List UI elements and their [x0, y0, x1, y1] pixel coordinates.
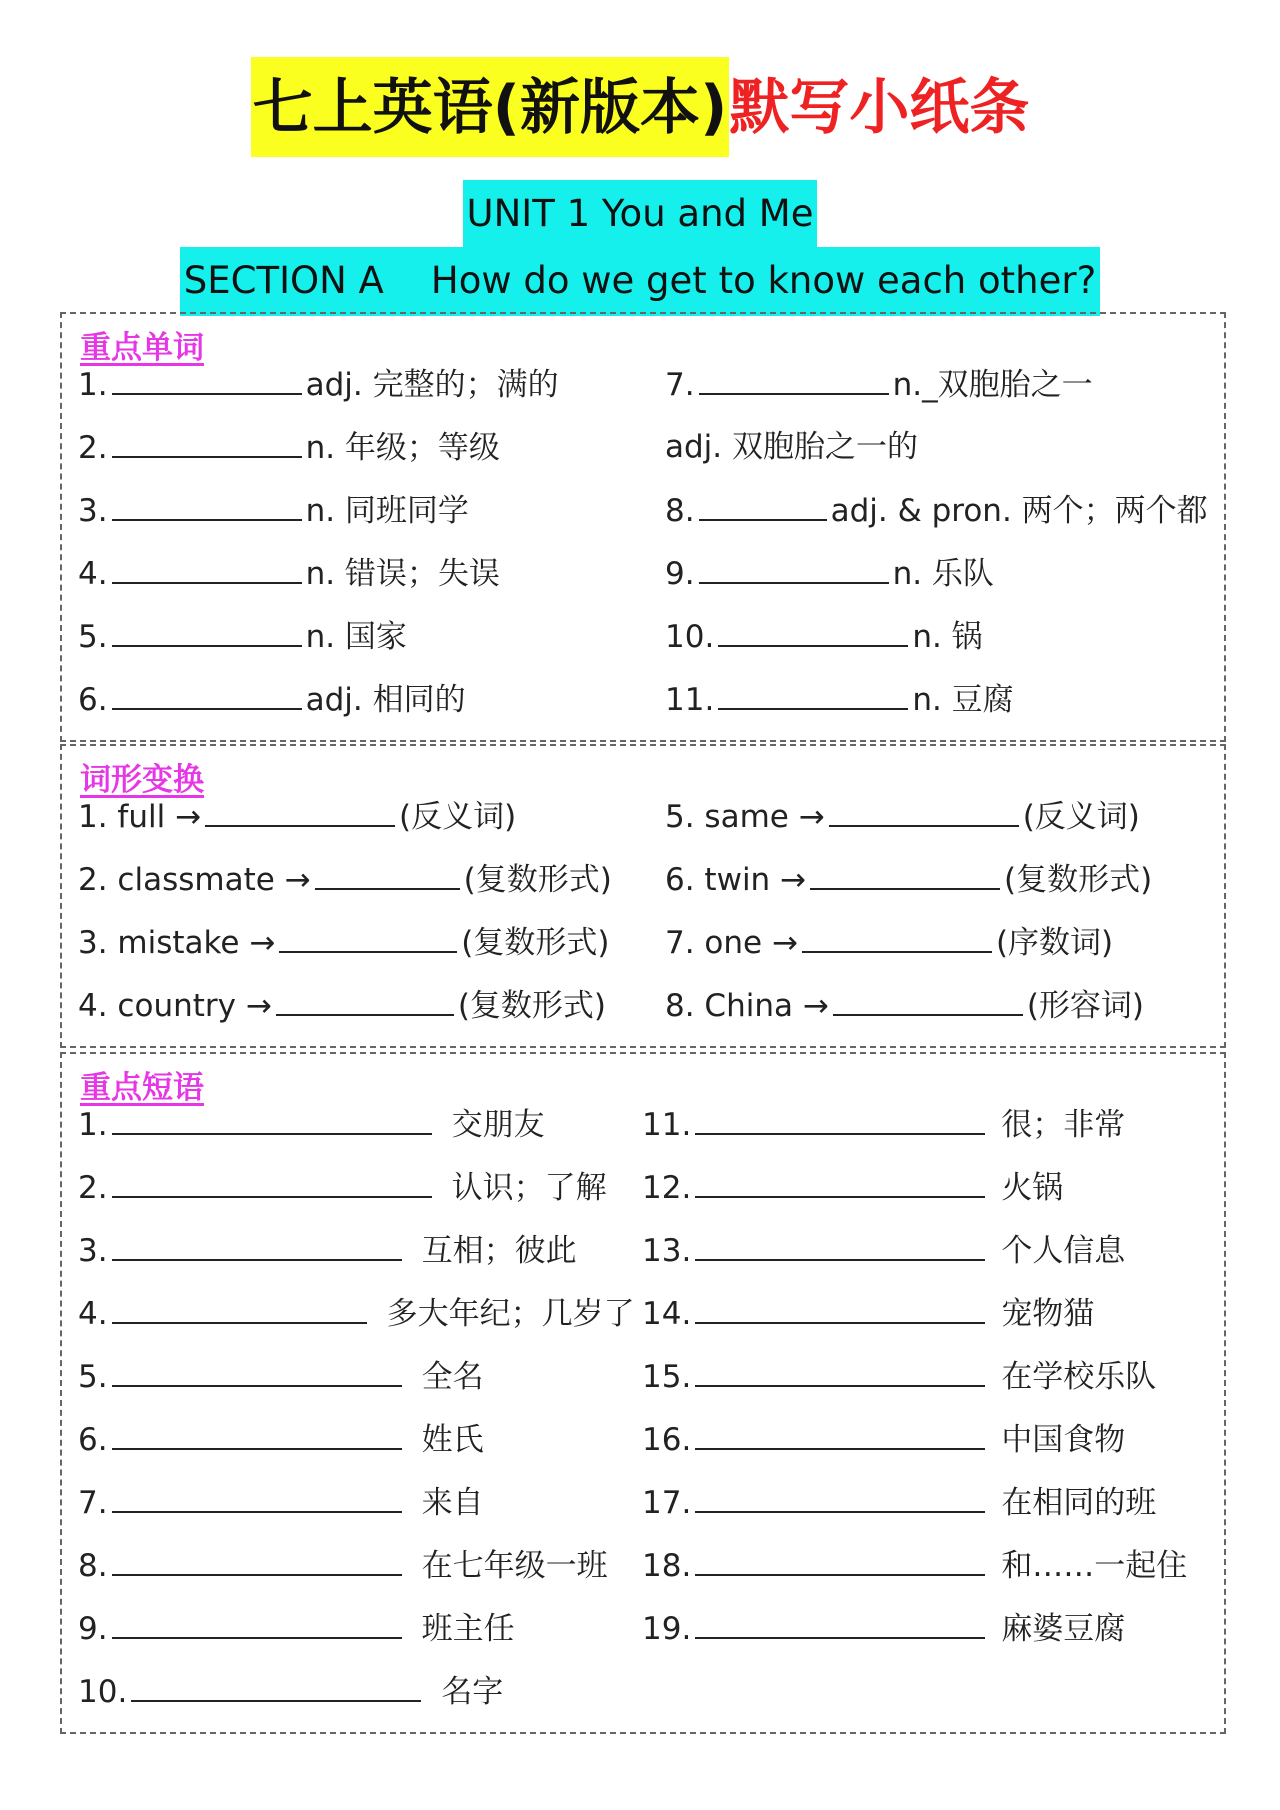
answer-blank[interactable]	[695, 1109, 985, 1135]
answer-blank[interactable]	[695, 1424, 985, 1450]
item-definition: 互相；彼此	[421, 1233, 577, 1269]
item-definition: 名字	[441, 1674, 504, 1710]
answer-blank[interactable]	[833, 990, 1023, 1016]
exercise-line	[642, 1487, 1156, 1519]
section-title	[0, 259, 1280, 302]
item-number: 17.	[642, 1485, 692, 1521]
answer-blank[interactable]	[802, 927, 992, 953]
exercise-line	[665, 495, 1208, 527]
item-definition: 班主任	[421, 1611, 515, 1647]
item-number: 5.	[78, 619, 108, 655]
exercise-line	[78, 1109, 545, 1141]
item-definition: 火锅	[1001, 1170, 1064, 1206]
item-number: 7.	[665, 367, 695, 403]
exercise-line	[665, 369, 1093, 401]
answer-blank[interactable]	[315, 864, 460, 890]
answer-blank[interactable]	[699, 558, 889, 584]
exercise-line	[78, 369, 559, 401]
item-number: 14.	[642, 1296, 692, 1332]
item-definition: 和……一起住	[1001, 1548, 1188, 1584]
exercise-line	[78, 1235, 577, 1267]
answer-blank[interactable]	[695, 1550, 985, 1576]
form-hint: (复数形式)	[1004, 862, 1153, 898]
source-word: 2. classmate →	[78, 862, 311, 898]
exercise-line	[78, 621, 407, 653]
item-number: 19.	[642, 1611, 692, 1647]
answer-blank[interactable]	[112, 1235, 402, 1261]
answer-blank[interactable]	[112, 1550, 402, 1576]
item-definition: 麻婆豆腐	[1001, 1611, 1126, 1647]
item-number: 11.	[665, 682, 715, 718]
answer-blank[interactable]	[112, 369, 302, 395]
answer-blank[interactable]	[718, 621, 908, 647]
form-hint: (复数形式)	[463, 862, 612, 898]
source-word: 3. mistake →	[78, 925, 276, 961]
exercise-line	[78, 495, 469, 527]
title-main: 七上英语(新版本)	[251, 57, 730, 157]
answer-blank[interactable]	[112, 432, 302, 458]
item-definition: 个人信息	[1001, 1233, 1126, 1269]
exercise-line	[78, 1361, 484, 1393]
form-hint: (反义词)	[399, 799, 517, 835]
answer-blank[interactable]	[112, 1109, 432, 1135]
item-definition: n. 年级；等级	[305, 430, 500, 466]
item-definition: adj. & pron. 两个；两个都	[830, 493, 1208, 529]
item-definition: 交朋友	[451, 1107, 545, 1143]
exercise-line	[665, 684, 1014, 716]
answer-blank[interactable]	[205, 801, 395, 827]
item-number: 3.	[78, 493, 108, 529]
item-number: 4.	[78, 1296, 108, 1332]
form-hint: (复数形式)	[461, 925, 610, 961]
exercise-line	[665, 864, 1152, 896]
answer-blank[interactable]	[699, 495, 827, 521]
exercise-line	[665, 558, 994, 590]
answer-blank[interactable]	[112, 495, 302, 521]
exercise-line	[78, 432, 500, 464]
item-number: 11.	[642, 1107, 692, 1143]
answer-blank[interactable]	[699, 369, 889, 395]
source-word: 6. twin →	[665, 862, 807, 898]
answer-blank[interactable]	[718, 684, 908, 710]
answer-blank[interactable]	[276, 990, 454, 1016]
item-definition: n. 豆腐	[912, 682, 1014, 718]
source-word: 4. country →	[78, 988, 272, 1024]
answer-blank[interactable]	[829, 801, 1019, 827]
form-hint: (复数形式)	[457, 988, 607, 1024]
item-definition: 姓氏	[421, 1422, 484, 1458]
answer-blank[interactable]	[112, 1613, 402, 1639]
exercise-line	[78, 1487, 484, 1519]
phrases-box	[60, 1052, 1226, 1734]
item-number: 9.	[78, 1611, 108, 1647]
answer-blank[interactable]	[695, 1298, 985, 1324]
item-definition: n. 乐队	[892, 556, 994, 592]
section-label: SECTION A How do we get to know each other?	[180, 247, 1100, 316]
answer-blank[interactable]	[695, 1361, 985, 1387]
source-word: 1. full →	[78, 799, 202, 835]
item-number: 2.	[78, 430, 108, 466]
item-definition: 在相同的班	[1001, 1485, 1157, 1521]
item-number: 15.	[642, 1359, 692, 1395]
answer-blank[interactable]	[112, 1298, 367, 1324]
exercise-line	[78, 801, 516, 833]
item-number: 6.	[78, 682, 108, 718]
exercise-line	[665, 927, 1113, 959]
exercise-line	[642, 1298, 1094, 1330]
form-hint: (序数词)	[995, 925, 1114, 961]
exercise-line	[78, 1550, 608, 1582]
item-definition: 全名	[421, 1359, 484, 1395]
exercise-line	[78, 1613, 515, 1645]
answer-blank[interactable]	[112, 621, 302, 647]
item-number: 4.	[78, 556, 108, 592]
form-hint: (反义词)	[1022, 799, 1140, 835]
item-definition: 宠物猫	[1001, 1296, 1095, 1332]
exercise-line	[642, 1109, 1125, 1141]
item-number: 1.	[78, 367, 108, 403]
item-number: 8.	[665, 493, 695, 529]
page-title	[0, 73, 1280, 143]
item-definition: 来自	[421, 1485, 484, 1521]
exercise-line	[78, 684, 466, 716]
source-word: 8. China →	[665, 988, 829, 1024]
answer-blank[interactable]	[695, 1235, 985, 1261]
exercise-line	[78, 558, 500, 590]
item-number: 9.	[665, 556, 695, 592]
item-number: 12.	[642, 1170, 692, 1206]
title-accent: 默写小纸条	[729, 73, 1030, 143]
answer-blank[interactable]	[112, 1361, 402, 1387]
answer-blank[interactable]	[279, 927, 457, 953]
answer-blank[interactable]	[112, 684, 302, 710]
form-hint: (形容词)	[1026, 988, 1145, 1024]
exercise-line	[78, 927, 610, 959]
exercise-line	[78, 990, 606, 1022]
item-definition: 中国食物	[1001, 1422, 1126, 1458]
item-number: 18.	[642, 1548, 692, 1584]
answer-blank[interactable]	[112, 1424, 402, 1450]
answer-blank[interactable]	[112, 1487, 402, 1513]
vocab-box	[60, 312, 1226, 742]
item-number: 8.	[78, 1548, 108, 1584]
item-definition: 在七年级一班	[421, 1548, 608, 1584]
item-number: 7.	[78, 1485, 108, 1521]
item-number: 6.	[78, 1422, 108, 1458]
item-definition: n. 同班同学	[305, 493, 469, 529]
item-number: 16.	[642, 1422, 692, 1458]
item-number: 2.	[78, 1170, 108, 1206]
exercise-line	[78, 1424, 484, 1456]
item-number: 10.	[665, 619, 715, 655]
answer-blank[interactable]	[695, 1487, 985, 1513]
exercise-line	[665, 990, 1144, 1022]
unit-title	[0, 192, 1280, 235]
phrases-heading: 重点短语	[80, 1070, 204, 1106]
exercise-line	[78, 1676, 503, 1708]
vocab-heading: 重点单词	[80, 330, 204, 366]
answer-blank[interactable]	[810, 864, 1000, 890]
item-definition: adj. 相同的	[305, 682, 466, 718]
item-definition: adj. 双胞胎之一的	[665, 429, 918, 465]
item-definition: n. 国家	[305, 619, 407, 655]
exercise-line	[642, 1235, 1125, 1267]
item-number: 3.	[78, 1233, 108, 1269]
item-definition: adj. 完整的；满的	[305, 367, 559, 403]
exercise-line	[665, 801, 1140, 833]
answer-blank[interactable]	[112, 558, 302, 584]
answer-blank[interactable]	[131, 1676, 421, 1702]
exercise-line	[642, 1550, 1187, 1582]
item-number: 1.	[78, 1107, 108, 1143]
answer-blank[interactable]	[112, 1172, 432, 1198]
item-definition: 多大年纪；几岁了	[386, 1296, 635, 1332]
item-definition: 认识；了解	[451, 1170, 607, 1206]
exercise-line	[78, 1172, 607, 1204]
item-number: 5.	[78, 1359, 108, 1395]
source-word: 5. same →	[665, 799, 825, 835]
exercise-line	[78, 864, 612, 896]
exercise-line	[642, 1613, 1125, 1645]
exercise-line	[665, 621, 983, 653]
answer-blank[interactable]	[695, 1613, 985, 1639]
item-definition: n. 错误；失误	[305, 556, 500, 592]
unit-label: UNIT 1 You and Me	[463, 180, 818, 249]
exercise-line	[642, 1172, 1063, 1204]
item-definition: n. 锅	[912, 619, 983, 655]
item-number: 10.	[78, 1674, 128, 1710]
item-definition: 在学校乐队	[1001, 1359, 1157, 1395]
exercise-line	[642, 1361, 1156, 1393]
item-definition: n._双胞胎之一	[892, 367, 1093, 403]
exercise-line	[78, 1298, 635, 1330]
exercise-line	[642, 1424, 1125, 1456]
item-number: 13.	[642, 1233, 692, 1269]
forms-heading: 词形变换	[80, 762, 204, 798]
item-definition: 很；非常	[1001, 1107, 1126, 1143]
forms-box	[60, 744, 1226, 1048]
exercise-line	[665, 429, 918, 465]
source-word: 7. one →	[665, 925, 798, 961]
answer-blank[interactable]	[695, 1172, 985, 1198]
